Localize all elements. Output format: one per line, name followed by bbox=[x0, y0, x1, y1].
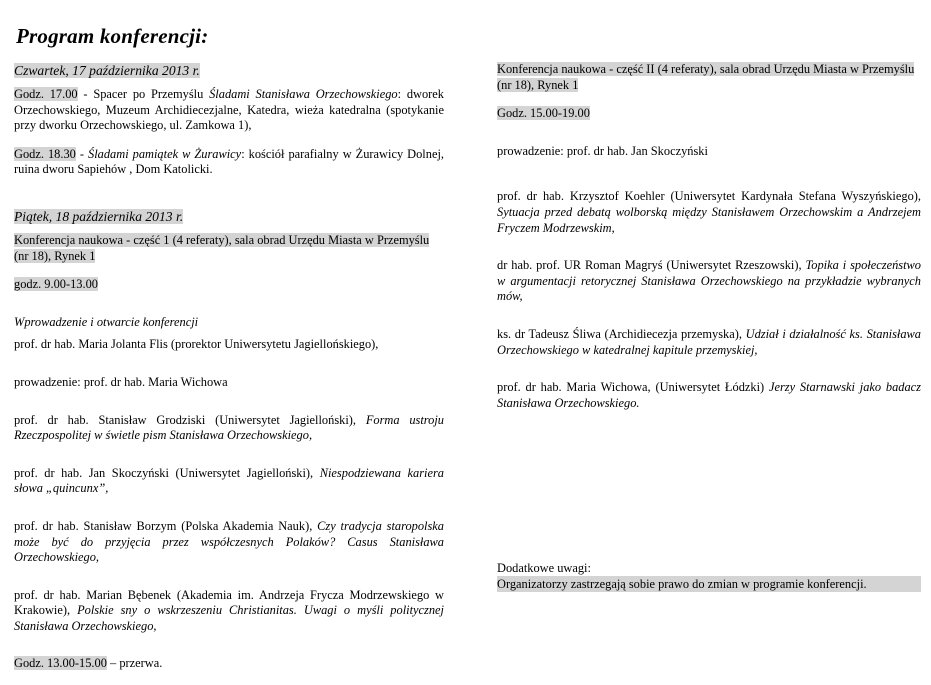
part2-paper-4-title: Jerzy Starnawski jako badacz Stanisława Orzechowskiego. bbox=[497, 380, 921, 410]
footer-note-label: Dodatkowe uwagi: bbox=[497, 561, 591, 575]
day2-paper-3 bbox=[14, 519, 444, 566]
part2-chair-text: prowadzenie: prof. dr hab. Jan Skoczyński bbox=[497, 143, 708, 158]
part2-paper-2 bbox=[497, 258, 921, 305]
day2-opening bbox=[14, 315, 444, 331]
day2-paper-2-speaker: prof. dr hab. Jan Skoczyński (Uniwersytet Jagielloński), bbox=[14, 465, 320, 480]
day2-break-time: Godz. 13.00-15.00 bbox=[14, 656, 107, 671]
day1-event-2-rest: : kościół parafialny w Żurawicy Dolnej, ruina dworu Sapiehów , Dom Katolicki. bbox=[14, 146, 444, 177]
day1-event-1-italic: Śladami Stanisława Orzechowskiego bbox=[209, 87, 398, 101]
day2-paper-4-title: Polskie sny o wskrzeszeniu Christianitas. Uwagi o myśli politycznej Stanisława Orzechowskiego, bbox=[14, 603, 444, 633]
part2-paper-4-speaker: prof. dr hab. Maria Wichowa, (Uniwersytet Łódzki) bbox=[497, 380, 769, 395]
day2-session-heading bbox=[14, 233, 444, 264]
day1-date-text: Czwartek, 17 października 2013 r. bbox=[14, 63, 200, 78]
part2-paper-4 bbox=[497, 380, 921, 411]
day2-date-heading bbox=[14, 208, 444, 226]
day2-time-range bbox=[14, 277, 444, 293]
part2-chair bbox=[497, 144, 921, 160]
day1-event-2-separator: - bbox=[75, 146, 89, 161]
part2-paper-2-title: Topika i społeczeństwo w argumentacji retorycznej Stanisława Orzechowskiego na przykładzie wybranych mów, bbox=[497, 258, 921, 304]
day2-paper-2 bbox=[14, 466, 444, 497]
day2-paper-3-speaker: prof. dr hab. Stanisław Borzym (Polska Akademia Nauk), bbox=[14, 518, 318, 533]
day2-paper-4 bbox=[14, 588, 444, 635]
day2-chair bbox=[14, 375, 444, 391]
part2-session-heading-text: Konferencja naukowa - część II (4 referaty), sala obrad Urzędu Miasta w Przemyślu (nr 18), Rynek 1 bbox=[497, 62, 915, 92]
part2-time-range-text: Godz. 15.00-19.00 bbox=[497, 106, 590, 121]
day2-chair-text: prowadzenie: prof. dr hab. Maria Wichowa bbox=[14, 374, 228, 389]
day1-event-2-time: Godz. 18.30 bbox=[14, 146, 76, 161]
part2-time-range bbox=[497, 106, 921, 122]
part2-paper-3-speaker: ks. dr Tadeusz Śliwa (Archidiecezja przemyska), bbox=[497, 326, 746, 341]
day2-break bbox=[14, 656, 444, 672]
part2-paper-1-speaker: prof. dr hab. Krzysztof Koehler (Uniwersytet Kardynała Stefana Wyszyńskiego), bbox=[497, 189, 921, 204]
footer-note bbox=[497, 560, 921, 592]
day2-paper-1 bbox=[14, 413, 444, 444]
day2-opening-person bbox=[14, 337, 444, 353]
part2-session-heading bbox=[497, 62, 921, 93]
part2-paper-3 bbox=[497, 327, 921, 358]
day2-paper-1-speaker: prof. dr hab. Stanisław Grodziski (Uniwersytet Jagielloński), bbox=[14, 412, 366, 427]
day2-break-text: – przerwa. bbox=[106, 656, 163, 671]
part2-paper-1 bbox=[497, 189, 921, 236]
right-column bbox=[497, 62, 921, 433]
part2-paper-2-speaker: dr hab. prof. UR Roman Magryś (Uniwersytet Rzeszowski), bbox=[497, 258, 806, 273]
day1-event-1-rest: : dworek Orzechowskiego, Muzeum Archidiecezjalne, Katedra, wieża katedralna (spotykanie przy dworku Orzechowskiego, ul. Zamkowa 1), bbox=[14, 87, 444, 133]
left-column bbox=[14, 62, 444, 685]
day1-event-2 bbox=[14, 147, 444, 178]
day2-opening-person-text: prof. dr hab. Maria Jolanta Flis (prorektor Uniwersytetu Jagiellońskiego), bbox=[14, 337, 379, 352]
day1-event-1-time: Godz. 17.00 bbox=[14, 87, 78, 101]
day2-opening-italic: Wprowadzenie i otwarcie konferencji bbox=[14, 314, 199, 329]
day2-session-heading-text: Konferencja naukowa - część 1 (4 referaty), sala obrad Urzędu Miasta w Przemyślu (nr 18), Rynek 1 bbox=[14, 232, 430, 263]
day2-paper-3-title: Czy tradycja staropolska może być do przyjęcia przez współczesnych Polaków? Casus Stanisława Orzechowskiego, bbox=[14, 518, 444, 565]
day1-event-1 bbox=[14, 87, 444, 134]
part2-paper-3-title: Udział i działalność ks. Stanisława Orzechowskiego w katedralnej kapitule przemyskiej, bbox=[497, 326, 922, 357]
day2-date-text: Piątek, 18 października 2013 r. bbox=[14, 208, 184, 224]
day2-paper-1-title: Forma ustroju Rzeczpospolitej w świetle pism Stanisława Orzechowskiego, bbox=[14, 412, 444, 443]
day2-paper-2-title: Niespodziewana kariera słowa „quincunx”, bbox=[14, 465, 444, 496]
day1-event-1-separator: - bbox=[77, 87, 94, 101]
page-title: Program konferencji: bbox=[16, 24, 209, 48]
day1-event-2-italic: Śladami pamiątek w Żurawicy bbox=[88, 146, 242, 161]
day1-date-heading bbox=[14, 62, 444, 80]
day2-time-range-text: godz. 9.00-13.00 bbox=[14, 277, 98, 292]
part2-paper-1-title: Sytuacja przed debatą wolborską między Stanisławem Orzechowskim a Andrzejem Fryczem Modrzewskim, bbox=[497, 204, 921, 235]
footer-note-text: Organizatorzy zastrzegają sobie prawo do zmian w programie konferencji. bbox=[497, 576, 921, 592]
day1-event-1-lead: Spacer po Przemyślu bbox=[93, 87, 210, 101]
day2-paper-4-speaker: prof. dr hab. Marian Bębenek (Akademia im. Andrzeja Frycza Modrzewskiego w Krakowie), bbox=[14, 587, 444, 618]
